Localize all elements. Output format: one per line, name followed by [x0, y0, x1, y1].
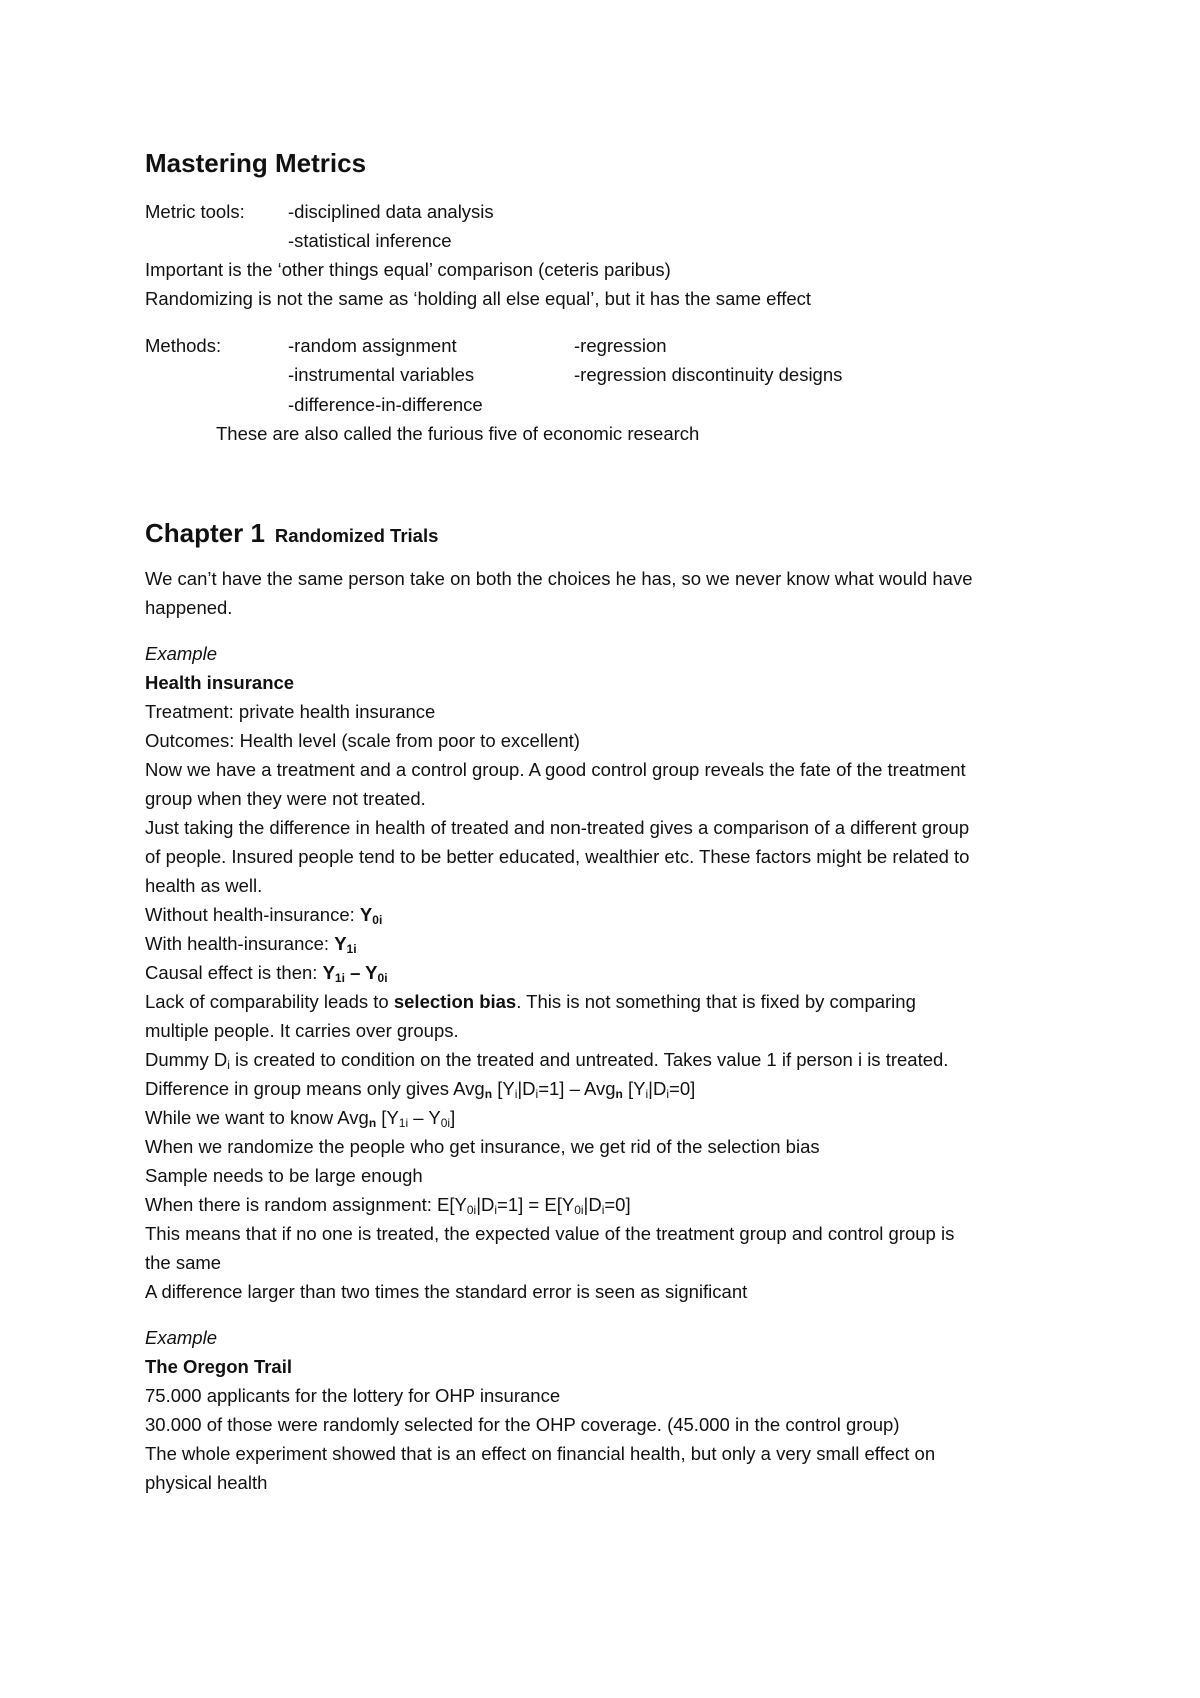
metric-tools-label: Metric tools: — [145, 201, 245, 222]
formula-line: While we want to know Avg$_n$ $[Y_{1i} - Y_{0i}]$ — [145, 1107, 456, 1130]
paragraph-line: Just taking the difference in health of treated and non-treated gives a comparison of a different group — [145, 817, 970, 838]
paragraph-line: 75.000 applicants for the lottery for OHP insurance — [145, 1385, 561, 1406]
formula-line: Difference in group means only gives Avg$_n$ $[Y_i|D_i=1] - Avg_n$ $[Y_i|D_i=0]$ — [145, 1078, 696, 1101]
example-label: Example — [145, 643, 217, 664]
method-item: -instrumental variables — [288, 364, 475, 385]
paragraph-line: Randomizing is not the same as ‘holding all else equal’, but it has the same effect — [145, 288, 812, 309]
example-label: Example — [145, 1327, 217, 1348]
paragraph-line: When we randomize the people who get insurance, we get rid of the selection bias — [145, 1136, 820, 1157]
paragraph-line: multiple people. It carries over groups. — [145, 1020, 459, 1041]
paragraph-line: Lack of comparability leads to selection bias. This is not something that is fixed by comparing — [145, 991, 916, 1012]
paragraph-line: This means that if no one is treated, the expected value of the treatment group and control group is — [145, 1223, 955, 1244]
example-heading: The Oregon Trail — [145, 1356, 292, 1377]
formula-line: When there is random assignment: $E[Y_{0i}|D_i=1] = E[Y_{0i}|D_i=0]$ — [145, 1194, 631, 1217]
chapter-title: Randomized Trials — [274, 525, 439, 546]
method-item: -regression discontinuity designs — [574, 364, 843, 385]
paragraph-line: Treatment: private health insurance — [145, 701, 436, 722]
paragraph-line: Dummy $D_i$ is created to condition on the treated and untreated. Takes value 1 if person i is treated. — [145, 1049, 949, 1072]
paragraph-line: happened. — [145, 597, 233, 618]
metric-tool-item: -disciplined data analysis — [288, 201, 494, 222]
formula-line: Without health-insurance: $Y_{0i}$ — [145, 904, 383, 927]
paragraph-line: Now we have a treatment and a control group. A good control group reveals the fate of the treatment — [145, 759, 966, 780]
formula-line: Causal effect is then: $Y_{1i} - Y_{0i}$ — [145, 962, 388, 985]
paragraph-line: We can’t have the same person take on both the choices he has, so we never know what would have — [145, 568, 973, 589]
paragraph-line: Outcomes: Health level (scale from poor to excellent) — [145, 730, 580, 751]
paragraph-line: of people. Insured people tend to be better educated, wealthier etc. These factors might be related to — [145, 846, 970, 867]
paragraph-line: Sample needs to be large enough — [145, 1165, 423, 1186]
methods-label: Methods: — [145, 335, 222, 356]
metric-tool-item: -statistical inference — [288, 230, 452, 251]
page-title: Mastering Metrics — [145, 148, 367, 178]
paragraph-line: health as well. — [145, 875, 263, 896]
method-item: -random assignment — [288, 335, 457, 356]
paragraph-line: The whole experiment showed that is an effect on financial health, but only a very small effect on — [145, 1443, 936, 1464]
example-heading: Health insurance — [145, 672, 295, 693]
paragraph-line: group when they were not treated. — [145, 788, 426, 809]
paragraph-line: A difference larger than two times the standard error is seen as significant — [145, 1281, 748, 1302]
chapter-heading — [145, 516, 438, 550]
chapter-number: Chapter 1 — [145, 518, 265, 548]
method-item: -regression — [574, 335, 667, 356]
paragraph-line: the same — [145, 1252, 222, 1273]
method-item: -difference-in-difference — [288, 394, 483, 415]
paragraph-line: 30.000 of those were randomly selected for the OHP coverage. (45.000 in the control group) — [145, 1414, 900, 1435]
paragraph-line: physical health — [145, 1472, 268, 1493]
formula-line: With health-insurance: $Y_{1i}$ — [145, 933, 357, 956]
paragraph-line: Important is the ‘other things equal’ comparison (ceteris paribus) — [145, 259, 671, 280]
methods-note: These are also called the furious five of economic research — [216, 423, 700, 444]
